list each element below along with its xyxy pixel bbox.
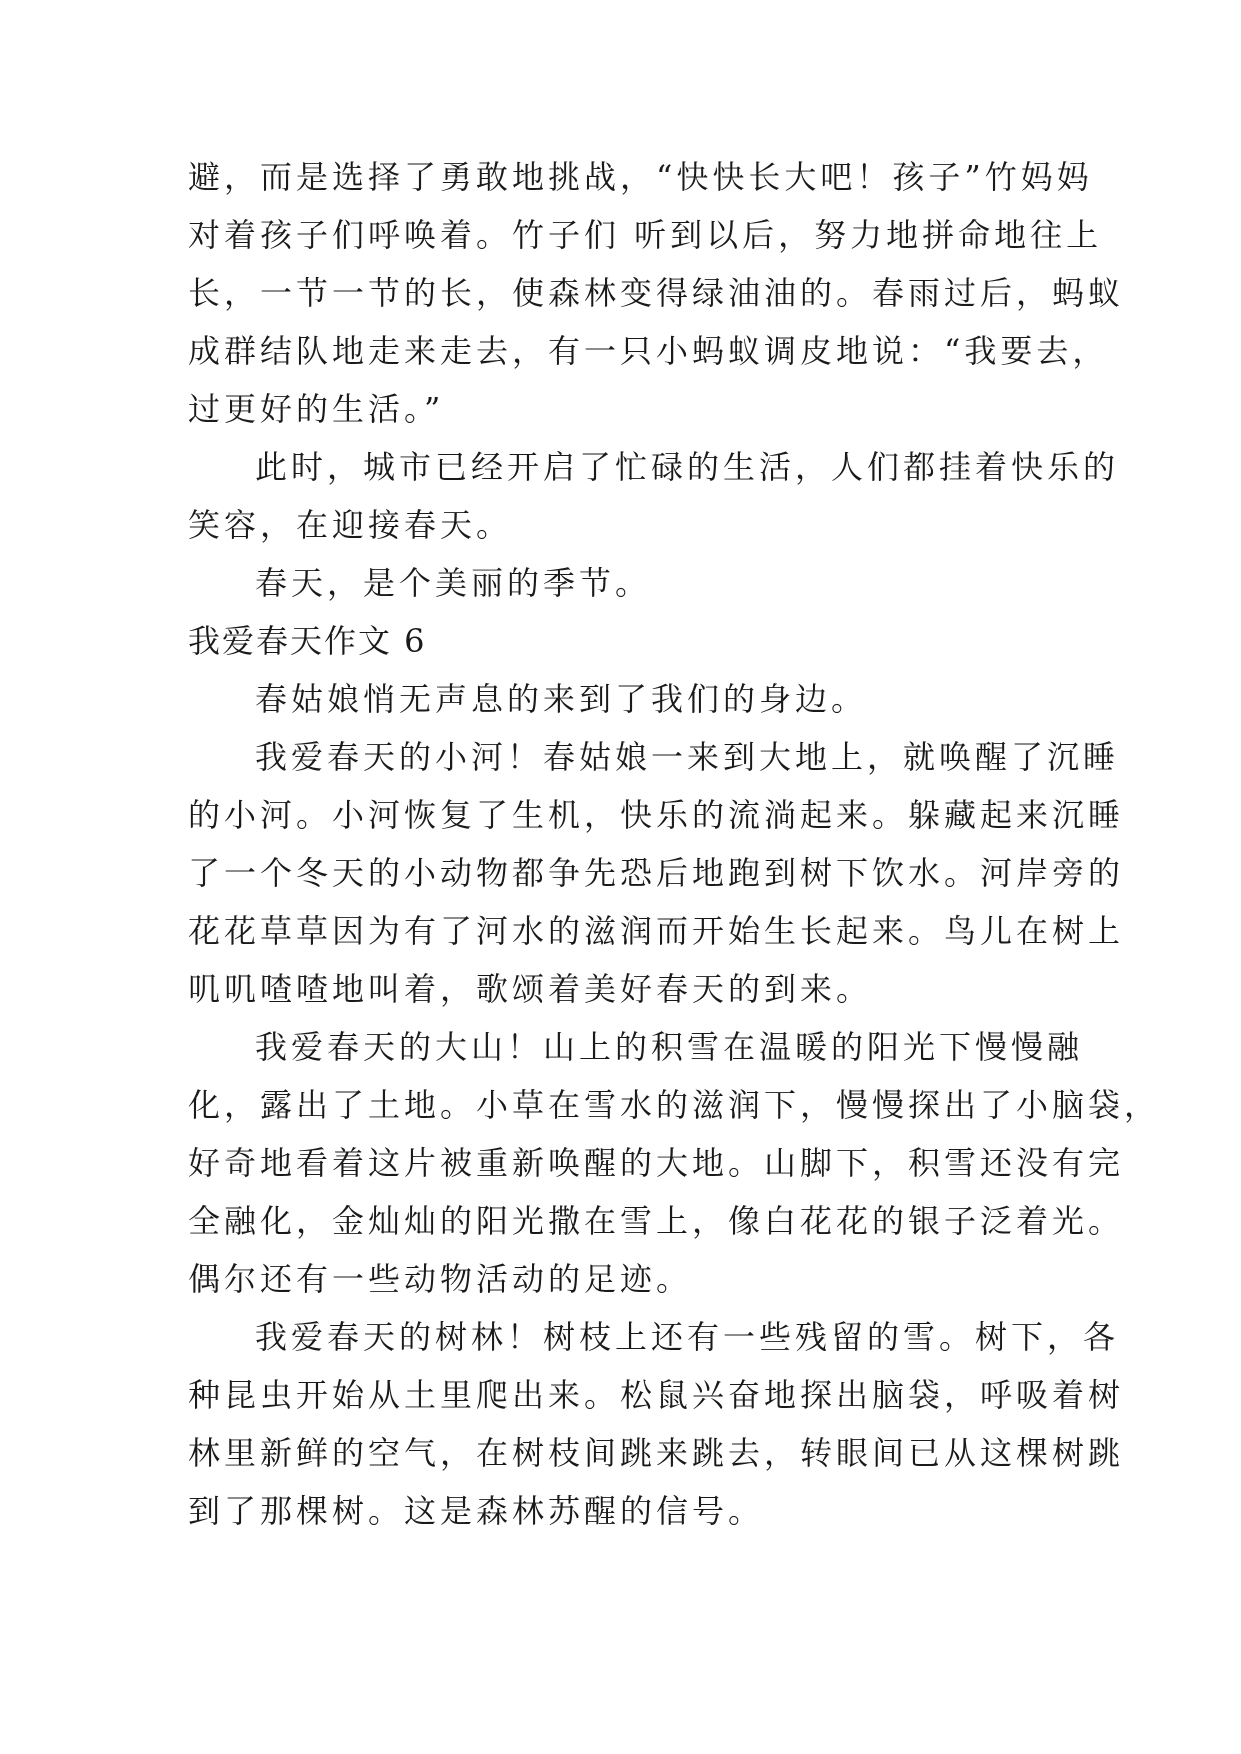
- essay-title: 我爱春天作文 6: [188, 622, 427, 660]
- text-line: 种昆虫开始从土里爬出来。松鼠兴奋地探出脑袋，呼吸着树: [188, 1376, 1125, 1414]
- paragraph-forest: [188, 1308, 1125, 1540]
- paragraph-mountain: [188, 1018, 1161, 1308]
- paragraph-season: [188, 554, 1068, 612]
- text-line: 好奇地看着这片被重新唤醒的大地。山脚下，积雪还没有完: [188, 1144, 1125, 1182]
- text-line: 的小河。小河恢复了生机，快乐的流淌起来。躲藏起来沉睡: [188, 796, 1125, 834]
- paragraph-continuation: [188, 148, 1125, 438]
- text-line: 过更好的生活。”: [188, 390, 445, 428]
- paragraph-intro: [188, 670, 1068, 728]
- text-line: 偶尔还有一些动物活动的足迹。: [188, 1260, 693, 1298]
- paragraph-city: [188, 438, 1120, 554]
- text-line: 成群结队地走来走去，有一只小蚂蚁调皮地说：“我要去，: [188, 332, 1109, 370]
- text-line: 了一个冬天的小动物都争先恐后地跑到树下饮水。河岸旁的: [188, 854, 1125, 892]
- text-line: 化，露出了土地。小草在雪水的滋润下，慢慢探出了小脑袋，: [188, 1086, 1161, 1124]
- text-line: 春天，是个美丽的季节。: [255, 564, 652, 602]
- text-line: 到了那棵树。这是森林苏醒的信号。: [188, 1492, 765, 1530]
- document-body: [188, 148, 1161, 1540]
- essay-heading: [188, 612, 1068, 670]
- text-line: 此时，城市已经开启了忙碌的生活，人们都挂着快乐的: [255, 448, 1120, 486]
- text-line: 长，一节一节的长，使森林变得绿油油的。春雨过后，蚂蚁: [188, 274, 1125, 312]
- text-line: 我爱春天的大山！山上的积雪在温暖的阳光下慢慢融: [255, 1028, 1084, 1066]
- text-line: 林里新鲜的空气，在树枝间跳来跳去，转眼间已从这棵树跳: [188, 1434, 1125, 1472]
- text-line: 全融化，金灿灿的阳光撒在雪上，像白花花的银子泛着光。: [188, 1202, 1125, 1240]
- text-line: 花花草草因为有了河水的滋润而开始生长起来。鸟儿在树上: [188, 912, 1125, 950]
- paragraph-river: [188, 728, 1125, 1018]
- text-line: 叽叽喳喳地叫着，歌颂着美好春天的到来。: [188, 970, 873, 1008]
- text-line: 我爱春天的小河！春姑娘一来到大地上，就唤醒了沉睡: [255, 738, 1120, 776]
- text-line: 笑容，在迎接春天。: [188, 506, 513, 544]
- text-line: 春姑娘悄无声息的来到了我们的身边。: [255, 680, 868, 718]
- text-line: 对着孩子们呼唤着。竹子们 听到以后，努力地拼命地往上: [188, 216, 1103, 254]
- text-line: 避，而是选择了勇敢地挑战，“快快长大吧！孩子”竹妈妈: [188, 158, 1093, 196]
- text-line: 我爱春天的树林！树枝上还有一些残留的雪。树下，各: [255, 1318, 1120, 1356]
